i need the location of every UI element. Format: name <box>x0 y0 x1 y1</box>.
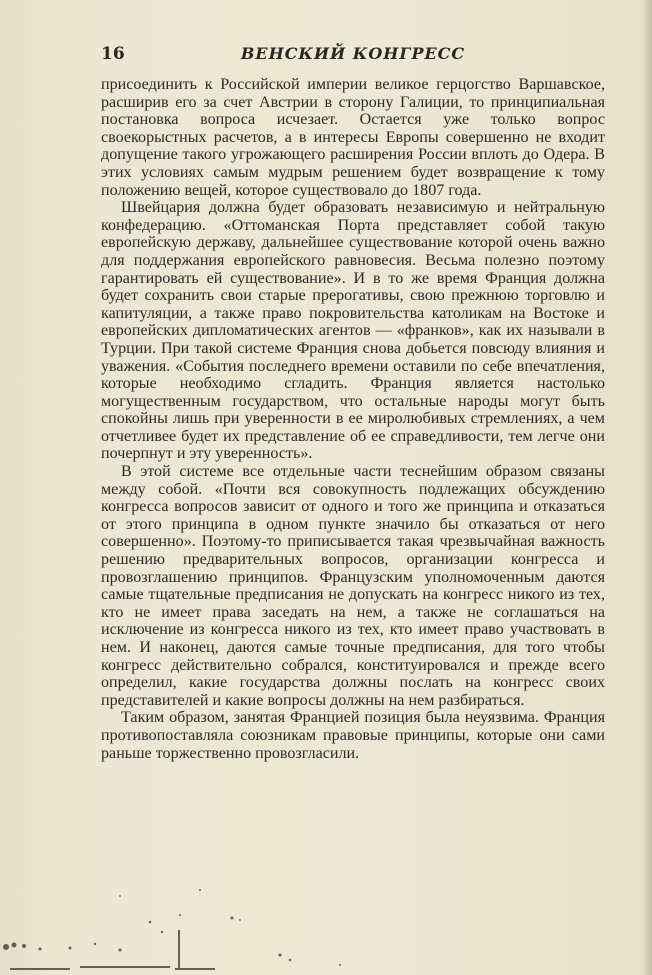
running-head: ВЕНСКИЙ КОНГРЕСС <box>240 44 466 63</box>
page-header <box>101 44 605 68</box>
paragraph-1: присоединить к Российской империи великое герцогство Варшавское, расширив его за счет Австрии в сторону Галиции, то принципиальная постановка вопроса исчезает. Остается уже только вопрос своекорыстных расчетов, а в интересы Европы совершенно не входит допущение такого угрожающего расширения России вплоть до Одера. В этих условиях самым мудрым решением будет возвращение к тому положению вещей, которое существовало до 1807 года. <box>101 76 605 199</box>
paragraph-2: Швейцария должна будет образовать независимую и нейтральную конфедерацию. «Оттоманская Порта представляет собой такую европейскую державу, дальнейшее существование которой очень важно для поддержания европейского равновесия. Весьма полезно поэтому гарантировать ей существование». И в то же время Франция должна будет сохранить свои старые прерогативы, свою прежнюю торговлю и капитуляции, а также право покровительства католикам на Востоке и европейских дипломатических агентов — «франков», как их называли в Турции. При такой системе Франция снова добьется повсюду влияния и уважения. «События последнего времени оставили по себе впечатления, которые необходимо сгладить. Франция является настолько могущественным государством, что остальные народы могут быть спокойны лишь при уверенности в ее миролюбивых стремлениях, а чем отчетливее будет их представление об ее справедливости, тем легче они почерпнут и эту уверенность». <box>101 199 605 463</box>
page-edge-shadow <box>642 0 652 975</box>
paragraph-3: В этой системе все отдельные части теснейшим образом связаны между собой. «Почти вся совокупность подлежащих обсуждению конгресса вопросов зависит от одного и того же принципа и отказаться от этого принципа в одном пункте значило бы отказаться от него совершенно». Поэтому-то приписывается такая чрезвычайная важность решению предварительных вопросов, организации конгресса и провозглашению принципов. Французским уполномоченным даются самые тщательные предписания не допускать на конгресс никого из тех, кто не имеет права заседать на нем, а также не соглашаться на исключение из конгресса никого из тех, кто имеет право участвовать в нем. И наконец, даются самые точные предписания, для того чтобы конгресс действительно собрался, конституировался и прежде всего определил, какие государства должны послать на конгресс своих представителей и какие вопросы должны на нем разбираться. <box>101 463 605 709</box>
page-number: 16 <box>101 44 125 64</box>
body-text <box>101 76 605 762</box>
paragraph-4: Таким образом, занятая Францией позиция была неуязвима. Франция противопоставляла союзникам правовые принципы, которые они сами раньше торжественно провозгласили. <box>101 709 605 762</box>
scan-specks <box>0 860 400 975</box>
